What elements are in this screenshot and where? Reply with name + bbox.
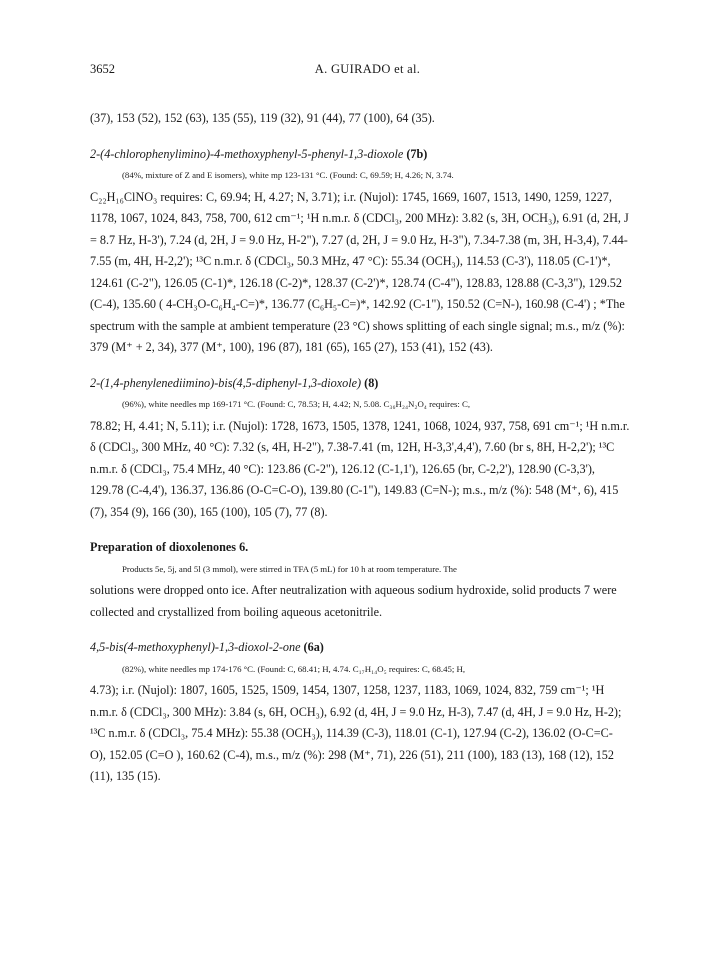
compound-heading-6a (90, 637, 645, 659)
data-line: 78.82; H, 4.41; N, 5.11); i.r. (Nujol): 1728, 1673, 1505, 1378, 1241, 1068, 1024, 937, 758, 691 cm⁻¹; ¹H n.m.r. (90, 418, 630, 433)
data-line: (11), 135 (15). (90, 769, 161, 783)
procedure-paragraph (90, 559, 645, 624)
procedure-line: Products 5e, 5j, and 5l (3 mmol), were stirred in TFA (5 mL) for 10 h at room temperature. The (122, 563, 457, 574)
compound-data-7b (90, 165, 645, 359)
compound-label: (7b) (406, 146, 428, 161)
page-number: 3652 (90, 62, 115, 76)
continuation-line: (37), 153 (52), 152 (63), 135 (55), 119 (32), 91 (44), 77 (100), 64 (35). (90, 111, 435, 125)
data-line: O), 152.05 (C=O ), 160.62 (C-4), m.s., m/z (%): 298 (M⁺, 71), 226 (51), 211 (100), 183 (13), 168 (12), 152 (90, 747, 614, 762)
compound-data-6a (90, 659, 645, 788)
compound-label: (6a) (303, 640, 324, 654)
data-line: 4.73); i.r. (Nujol): 1807, 1605, 1525, 1509, 1454, 1307, 1258, 1237, 1183, 1069, 1024, 832, 759 cm⁻¹; ¹H (90, 683, 605, 697)
article-body (90, 108, 645, 788)
data-line: (82%), white needles mp 174-176 °C. (Found: C, 68.41; H, 4.74. C₁₇H₁₄O₅ requires: C, 68.45; H, (122, 663, 466, 674)
data-line: 129.78 (C-4,4'), 136.37, 136.86 (O-C=C-O), 139.80 (C-1"), 149.83 (C=N-); m.s., m/z (%): 548 (M⁺, 6), 415 (90, 483, 619, 497)
data-line: (7), 354 (9), 166 (30), 165 (100), 105 (7), 77 (8). (90, 504, 328, 519)
compound-name: 2-(4-chlorophenylimino)-4-methoxyphenyl-5-phenyl-1,3-dioxole (90, 146, 404, 161)
compound-name: 2-(1,4-phenylenediimino)-bis(4,5-diphenyl-1,3-dioxole) (90, 375, 362, 390)
compound-name: 4,5-bis(4-methoxyphenyl)-1,3-dioxol-2-one (90, 640, 301, 654)
page-header (90, 62, 645, 80)
section-heading: Preparation of dioxolenones 6. (90, 540, 249, 554)
running-title: A. GUIRADO et al. (314, 62, 421, 76)
data-line: C₂₂H₁₆ClNO₃ requires: C, 69.94; H, 4.27; N, 3.71); i.r. (Nujol): 1745, 1669, 1607, 1513, 1490, 1259, 1227, (90, 189, 612, 204)
compound-heading-7b (90, 144, 645, 166)
data-line: spectrum with the sample at ambient temperature (23 °C) shows splitting of each single signal; m.s., m/z (%): (90, 318, 625, 333)
procedure-line: collected and crystallized from boiling aqueous acetonitrile. (90, 604, 383, 619)
procedure-line: solutions were dropped onto ice. After neutralization with aqueous sodium hydroxide, solid products 7 were (90, 583, 617, 597)
data-line: n.m.r. δ (CDCl₃, 300 MHz): 3.84 (s, 6H, OCH₃), 6.92 (d, 4H, J = 9.0 Hz, H-3), 7.47 (d, 4H, J = 9.0 Hz, H-2); (90, 704, 622, 719)
data-line: 7.55 (m, 4H, H-2,2'); ¹³C n.m.r. δ (CDCl₃, 50.3 MHz, 47 °C): 55.34 (OCH₃), 114.53 (C-3'), 118.05 (C-1')*, (90, 254, 611, 268)
data-line: n.m.r. δ (CDCl₃, 75.4 MHz, 40 °C): 123.86 (C-2"), 126.12 (C-1,1'), 126.65 (br, C-2,2'), 128.90 (C-3,3'), (90, 461, 595, 476)
data-line: (C-4), 135.60 ( 4-CH₃O-C₆H₄-C=)*, 136.77 (C₆H₅-C=)*, 142.92 (C-1"), 150.52 (C=N-), 160.98 (C-4') ; *The (90, 297, 625, 311)
data-line: 1178, 1067, 1024, 843, 758, 700, 612 cm⁻¹; ¹H n.m.r. δ (CDCl₃, 200 MHz): 3.82 (s, 3H, OCH₃), 6.91 (d, 2H, J (90, 211, 629, 225)
compound-heading-8 (90, 373, 645, 395)
compound-data-8 (90, 394, 645, 523)
data-line: ¹³C n.m.r. δ (CDCl₃, 75.4 MHz): 55.38 (OCH₃), 114.39 (C-3), 118.01 (C-1), 127.94 (C-2), 136.02 (O-C=C- (90, 726, 613, 740)
data-line: 379 (M⁺ + 2, 34), 377 (M⁺, 100), 196 (87), 181 (65), 165 (27), 153 (41), 152 (43). (90, 340, 493, 354)
compound-label: (8) (364, 375, 379, 390)
data-line: δ (CDCl₃, 300 MHz, 40 °C): 7.32 (s, 4H, H-2"), 7.38-7.41 (m, 12H, H-3,3',4,4'), 7.60 (br s, 8H, H-2,2'); ¹³C (90, 440, 615, 454)
data-line: 124.61 (C-2"), 126.05 (C-1)*, 126.18 (C-2)*, 128.37 (C-2')*, 128.74 (C-4"), 128.83, 128.88 (C-3,3"), 129.52 (90, 275, 622, 290)
data-line: (84%, mixture of Z and E isomers), white mp 123-131 °C. (Found: C, 69.59; H, 4.26; N, 3.74. (122, 170, 454, 180)
data-line: = 8.7 Hz, H-3'), 7.24 (d, 2H, J = 9.0 Hz, H-2"), 7.27 (d, 2H, J = 9.0 Hz, H-3"), 7.34-7.38 (m, 3H, H-3,4), 7.44- (90, 232, 628, 247)
data-line: (96%), white needles mp 169-171 °C. (Found: C, 78.53; H, 4.42; N, 5.08. C₃₆H₂₄N₂O₄ requires: C, (122, 399, 471, 409)
